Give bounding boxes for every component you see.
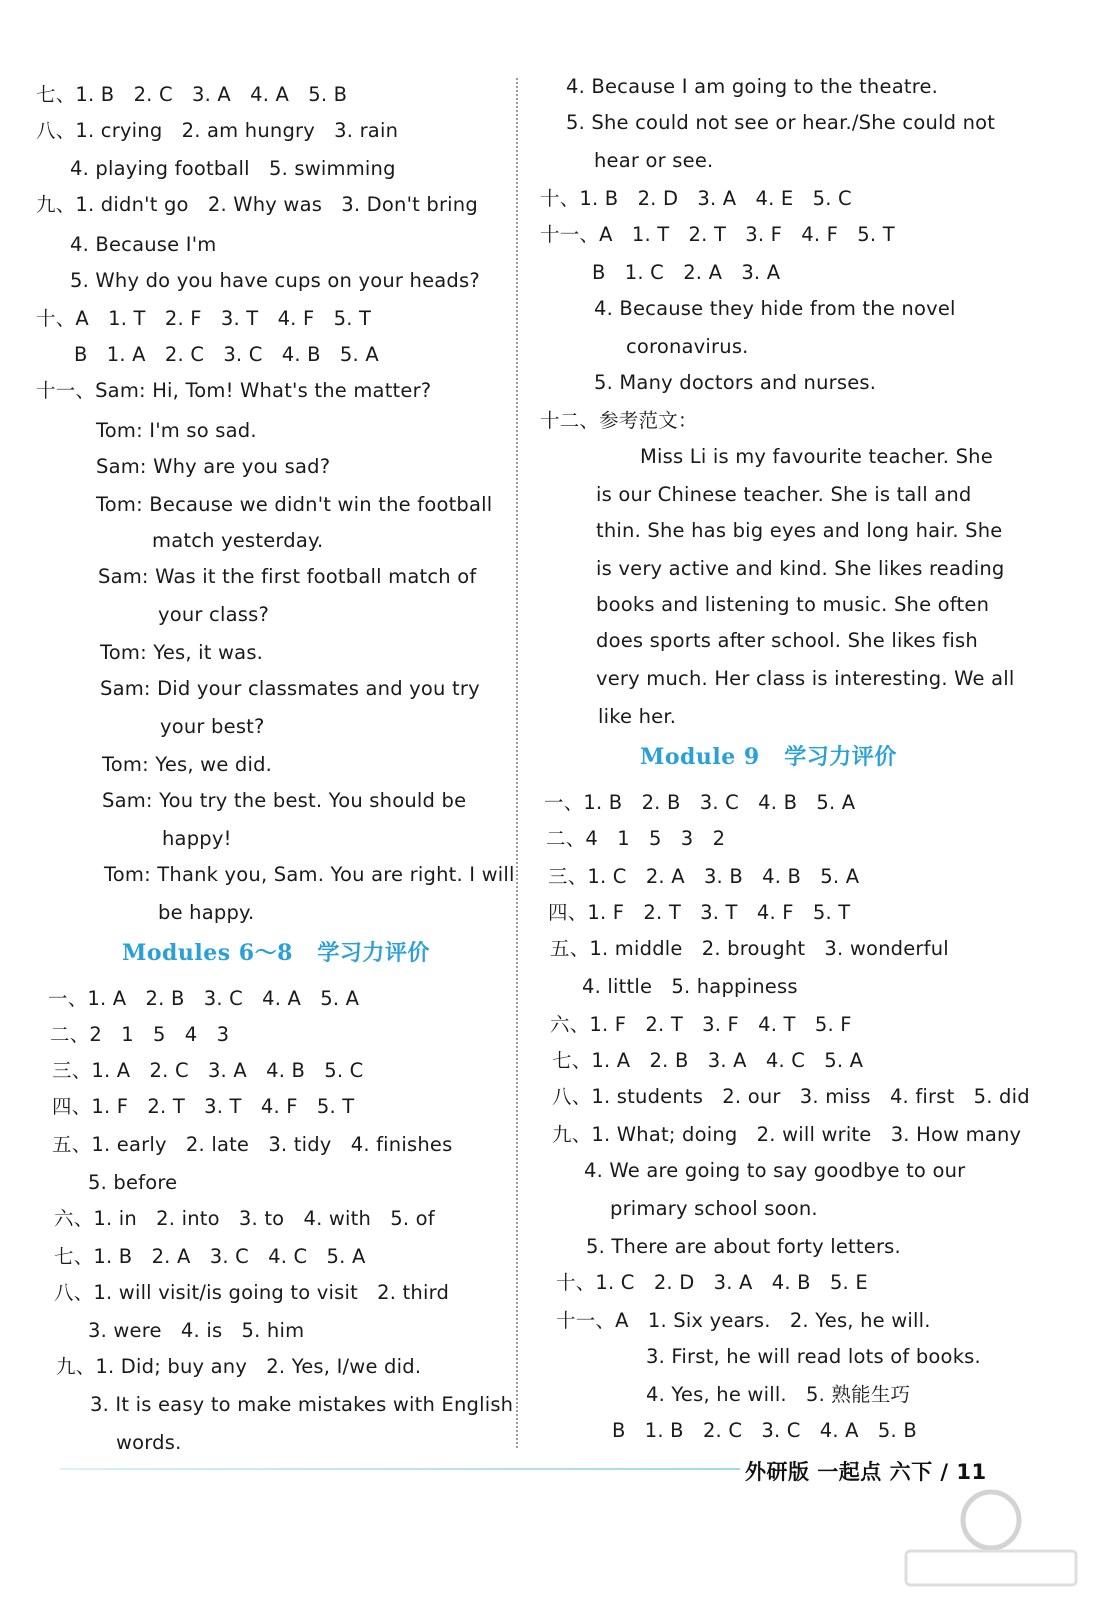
answer-line: 七、1. B 2. C 3. A 4. A 5. B bbox=[36, 83, 348, 106]
answer-line: happy! bbox=[162, 827, 232, 850]
answer-line: like her. bbox=[598, 705, 677, 728]
watermark-logo bbox=[896, 1485, 1086, 1595]
section-heading: Module 9 学习力评价 bbox=[640, 744, 897, 770]
page-footer: 外研版 一起点 六下 / 11 bbox=[745, 1460, 987, 1484]
answer-line: B 1. B 2. C 3. C 4. A 5. B bbox=[612, 1419, 917, 1442]
answer-line: hear or see. bbox=[594, 149, 714, 172]
answer-line: books and listening to music. She often bbox=[596, 593, 990, 616]
answer-line: primary school soon. bbox=[610, 1197, 818, 1220]
answer-line: 二、4 1 5 3 2 bbox=[546, 827, 726, 850]
footer-rule bbox=[60, 1468, 740, 1470]
answer-line: coronavirus. bbox=[626, 335, 749, 358]
answer-line: 九、1. Did; buy any 2. Yes, I/we did. bbox=[56, 1355, 422, 1378]
answer-line: 3. It is easy to make mistakes with English bbox=[90, 1393, 514, 1416]
answer-line: 3. First, he will read lots of books. bbox=[646, 1345, 981, 1368]
answer-line: Tom: Thank you, Sam. You are right. I will bbox=[104, 863, 515, 886]
answer-line: is our Chinese teacher. She is tall and bbox=[596, 483, 972, 506]
answer-line: 十二、参考范文： bbox=[540, 409, 698, 432]
answer-line: Sam: Why are you sad? bbox=[96, 455, 331, 478]
answer-line: Miss Li is my favourite teacher. She bbox=[640, 445, 993, 468]
answer-line: 四、1. F 2. T 3. T 4. F 5. T bbox=[52, 1095, 355, 1118]
answer-line: 十一、A 1. Six years. 2. Yes, he will. bbox=[556, 1309, 931, 1332]
answer-line: 九、1. What; doing 2. will write 3. How many bbox=[552, 1123, 1022, 1146]
answer-line: 十、1. B 2. D 3. A 4. E 5. C bbox=[540, 187, 852, 210]
answer-line: 3. were 4. is 5. him bbox=[88, 1319, 305, 1342]
answer-line: words. bbox=[116, 1431, 182, 1454]
answer-line: 五、1. middle 2. brought 3. wonderful bbox=[550, 937, 949, 960]
answer-line: is very active and kind. She likes reading bbox=[596, 557, 1005, 580]
answer-line: 九、1. didn't go 2. Why was 3. Don't bring bbox=[36, 193, 478, 216]
answer-line: be happy. bbox=[158, 901, 255, 924]
answer-line: 七、1. B 2. A 3. C 4. C 5. A bbox=[54, 1245, 366, 1268]
answer-line: 三、1. C 2. A 3. B 4. B 5. A bbox=[548, 865, 860, 888]
answer-line: Tom: Because we didn't win the football bbox=[96, 493, 493, 516]
answer-line: 二、2 1 5 4 3 bbox=[50, 1023, 230, 1046]
answer-line: 5. There are about forty letters. bbox=[586, 1235, 901, 1258]
answer-line: 五、1. early 2. late 3. tidy 4. finishes bbox=[52, 1133, 453, 1156]
answer-line: 4. Because they hide from the novel bbox=[594, 297, 956, 320]
answer-line: 5. Many doctors and nurses. bbox=[594, 371, 877, 394]
answer-line: your class? bbox=[158, 603, 270, 626]
answer-line: 4. playing football 5. swimming bbox=[70, 157, 396, 180]
answer-line: does sports after school. She likes fish bbox=[596, 629, 978, 652]
answer-line: match yesterday. bbox=[152, 529, 324, 552]
answer-line: 5. She could not see or hear./She could not bbox=[566, 111, 996, 134]
answer-line: your best? bbox=[160, 715, 265, 738]
answer-line: very much. Her class is interesting. We all bbox=[596, 667, 1015, 690]
answer-line: 5. before bbox=[88, 1171, 178, 1194]
answer-line: thin. She has big eyes and long hair. She bbox=[596, 519, 1003, 542]
answer-line: 十一、Sam: Hi, Tom! What's the matter? bbox=[36, 379, 432, 402]
answer-line: 十、1. C 2. D 3. A 4. B 5. E bbox=[556, 1271, 868, 1294]
answer-line: 5. Why do you have cups on your heads? bbox=[70, 269, 480, 292]
answer-line: 八、1. crying 2. am hungry 3. rain bbox=[36, 119, 399, 142]
answer-line: 一、1. A 2. B 3. C 4. A 5. A bbox=[48, 987, 360, 1010]
answer-line: 4. Yes, he will. 5. 熟能生巧 bbox=[646, 1383, 911, 1406]
answer-line: Tom: Yes, we did. bbox=[102, 753, 273, 776]
answer-line: 4. Because I am going to the theatre. bbox=[566, 75, 939, 98]
column-divider bbox=[516, 78, 518, 1448]
answer-line: 4. Because I'm bbox=[70, 233, 217, 256]
answer-line: 八、1. students 2. our 3. miss 4. first 5. did bbox=[552, 1085, 1030, 1108]
answer-line: Tom: I'm so sad. bbox=[96, 419, 257, 442]
answer-line: Sam: You try the best. You should be bbox=[102, 789, 467, 812]
answer-line: B 1. A 2. C 3. C 4. B 5. A bbox=[74, 343, 379, 366]
answer-line: 四、1. F 2. T 3. T 4. F 5. T bbox=[548, 901, 851, 924]
answer-line: 八、1. will visit/is going to visit 2. third bbox=[54, 1281, 450, 1304]
answer-line: 4. We are going to say goodbye to our bbox=[584, 1159, 966, 1182]
answer-line: 六、1. F 2. T 3. F 4. T 5. F bbox=[550, 1013, 852, 1036]
answer-line: 七、1. A 2. B 3. A 4. C 5. A bbox=[552, 1049, 864, 1072]
answer-line: Sam: Was it the first football match of bbox=[98, 565, 477, 588]
answer-line: B 1. C 2. A 3. A bbox=[592, 261, 781, 284]
answer-line: 一、1. B 2. B 3. C 4. B 5. A bbox=[544, 791, 856, 814]
answer-line: 4. little 5. happiness bbox=[582, 975, 798, 998]
answer-line: Sam: Did your classmates and you try bbox=[100, 677, 480, 700]
answer-line: 三、1. A 2. C 3. A 4. B 5. C bbox=[52, 1059, 364, 1082]
answer-line: 六、1. in 2. into 3. to 4. with 5. of bbox=[54, 1207, 435, 1230]
answer-line: 十、A 1. T 2. F 3. T 4. F 5. T bbox=[36, 307, 372, 330]
answer-line: Tom: Yes, it was. bbox=[100, 641, 264, 664]
answer-line: 十一、A 1. T 2. T 3. F 4. F 5. T bbox=[540, 223, 895, 246]
section-heading: Modules 6～8 学习力评价 bbox=[122, 940, 430, 966]
